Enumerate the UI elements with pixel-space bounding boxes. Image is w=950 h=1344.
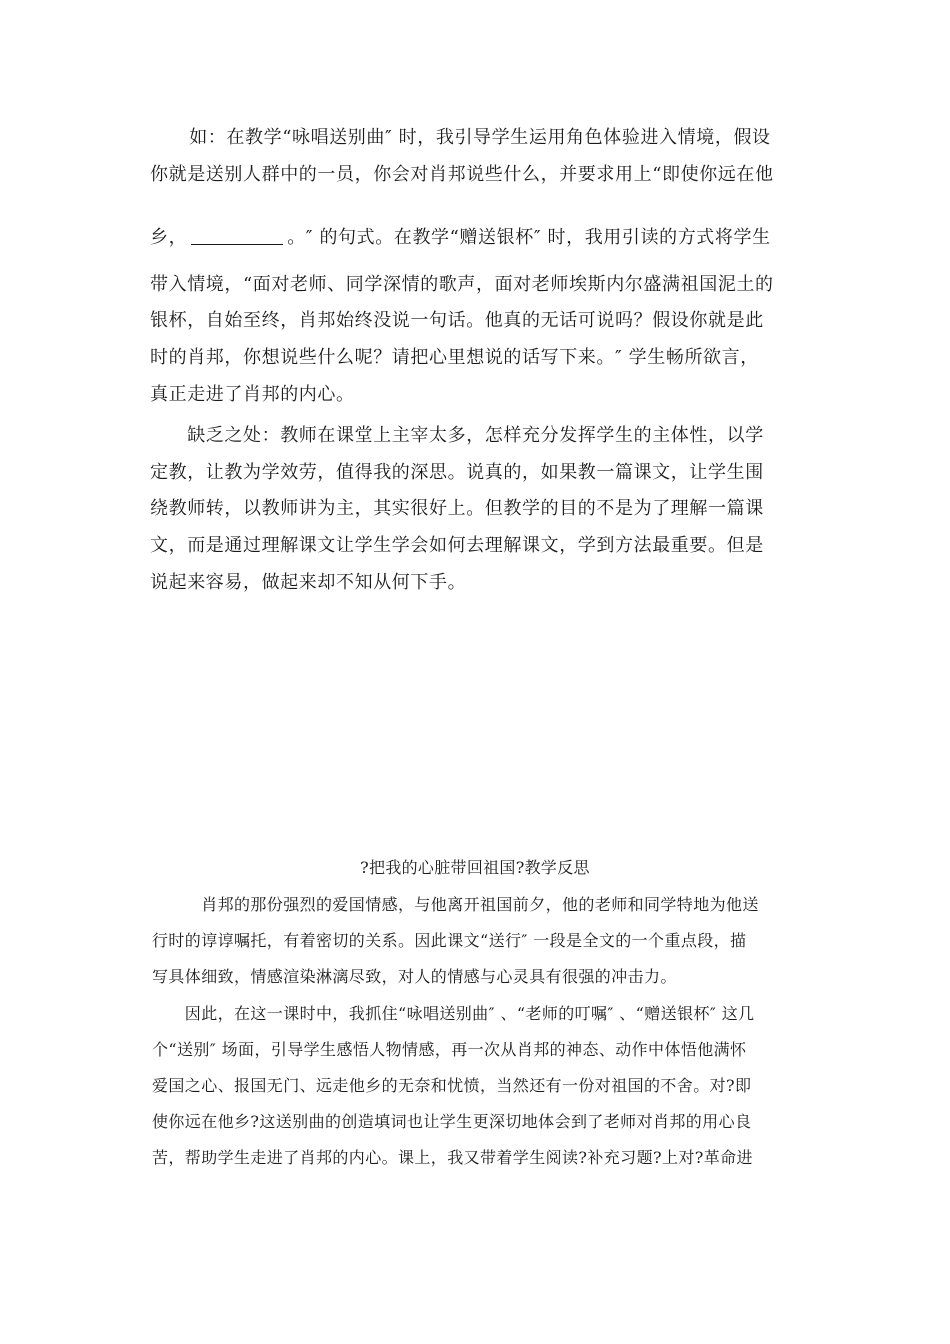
paragraph-line: 银杯，自始至终，肖邦始终没说一句话。他真的无话可说吗？假设你就是此 [150,310,764,331]
paragraph-line: 时的肖邦，你想说些什么呢？请把心里想说的话写下来。″ 学生畅所欲言， [150,347,759,368]
paragraph-line: 你就是送别人群中的一员，你会对肖邦说些什么，并要求用上“即使你远在他 [150,164,774,185]
paragraph-line: 写具体细致，情感渲染淋漓尽致，对人的情感与心灵具有很强的冲击力。 [152,967,677,986]
paragraph-line: 绕教师转，以教师讲为主，其实很好上。但教学的目的不是为了理解一篇课 [150,498,764,519]
paragraph-line: 爱国之心、报国无门、远走他乡的无奈和忧愤，当然还有一份对祖国的不舍。对?即 [152,1076,752,1095]
paragraph-line: 个“送别″ 场面，引导学生感悟人物情感，再一次从肖邦的神态、动作中体悟他满怀 [152,1040,747,1059]
paragraph-line: 使你远在他乡?这送别曲的创造填词也让学生更深切地体会到了老师对肖邦的用心良 [152,1112,752,1131]
line-text-after-blank: 。″ 的句式。在教学“赠送银杯″ 时，我用引读的方式将学生 [287,227,771,248]
paragraph-line: 真正走进了肖邦的内心。 [150,384,355,405]
paragraph-line: 苦，帮助学生走进了肖邦的内心。课上，我又带着学生阅读?补充习题?上对?革命进 [152,1148,753,1167]
section-title: ?把我的心脏带回祖国?教学反思 [360,858,590,877]
fill-in-blank [191,226,283,245]
line-text-before-blank: 乡， [150,227,188,248]
paragraph-line: 定教，让教为学效劳，值得我的深思。说真的，如果教一篇课文，让学生围 [150,462,764,483]
paragraph-line: 如：在教学“咏唱送别曲″ 时，我引导学生运用角色体验进入情境，假设 [152,127,771,148]
paragraph-line: 肖邦的那份强烈的爱国情感，与他离开祖国前夕，他的老师和同学特地为他送 [152,895,759,914]
paragraph-line: 缺乏之处：教师在课堂上主宰太多，怎样充分发挥学生的主体性，以学 [150,425,764,446]
paragraph-line: 文，而是通过理解课文让学生学会如何去理解课文，学到方法最重要。但是 [150,535,764,556]
paragraph-line: 带入情境，“面对老师、同学深情的歌声，面对老师埃斯内尔盛满祖国泥土的 [150,274,774,295]
paragraph-line-with-blank [150,226,771,250]
paragraph-line: 因此，在这一课时中，我抓住“咏唱送别曲″ 、“老师的叮嘱″ 、“赠送银杯″ 这几 [152,1004,755,1023]
paragraph-line: 行时的谆谆嘱托，有着密切的关系。因此课文“送行″ 一段是全文的一个重点段，描 [152,931,747,950]
paragraph-line: 说起来容易，做起来却不知从何下手。 [150,572,467,593]
